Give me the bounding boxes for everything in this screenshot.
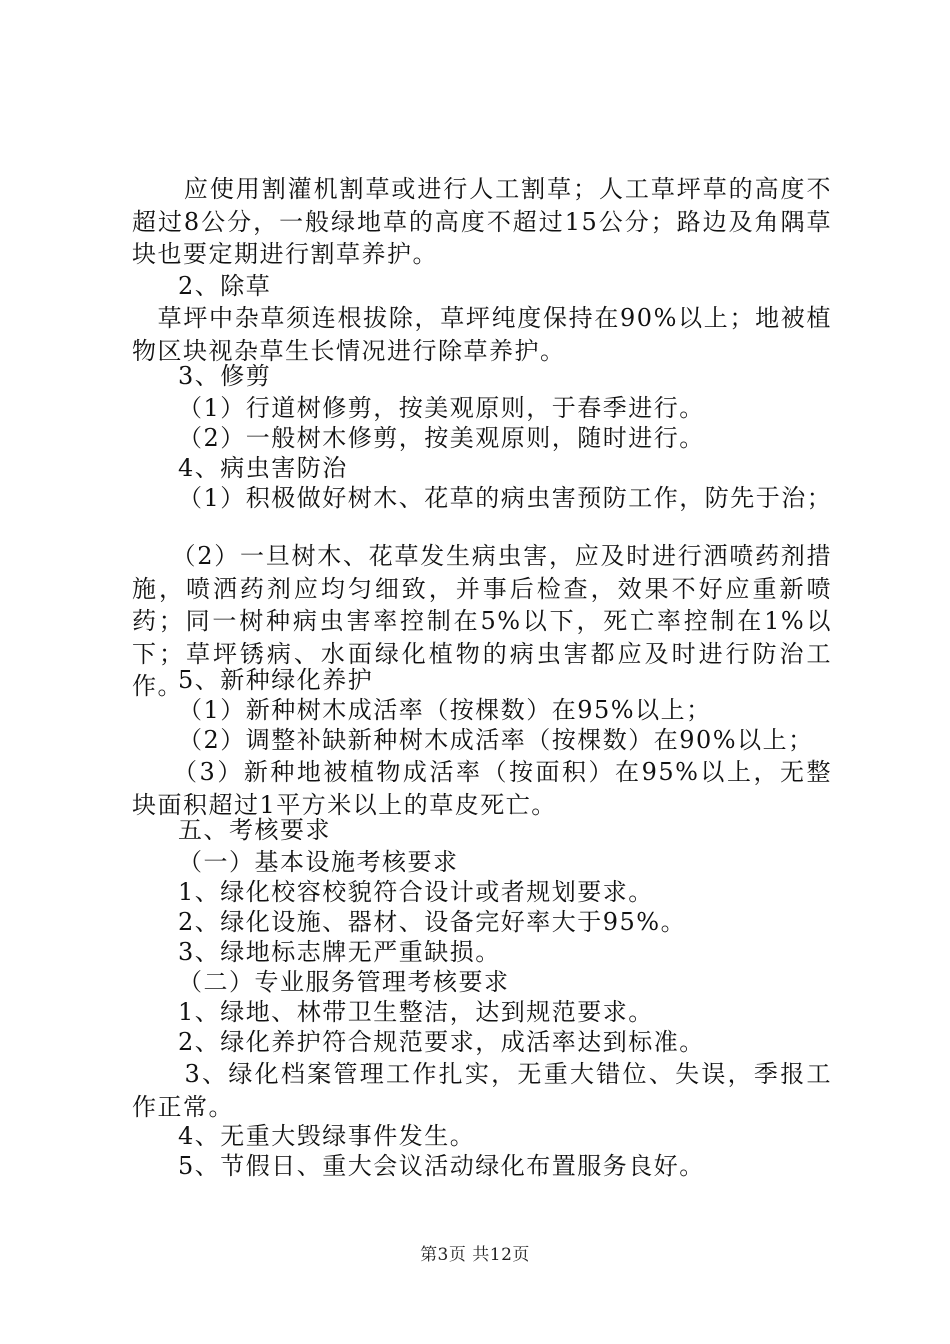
heading-weeding: 2、除草 [178, 272, 272, 300]
page-number-footer: 第3页 共12页 [420, 1245, 530, 1265]
paragraph-pest-2: （2）一旦树木、花草发生病虫害，应及时进行洒喷药剂措施，喷洒药剂应均匀细致，并事后检查，效果不好应重新喷药；同一树种病虫害率控制在5%以下，死亡率控制在1%以下；草坪锈病、水面绿化植物的病虫害都应及时进行防治工作。 [132, 542, 832, 700]
item-pruning-1: （1）行道树修剪，按美观原则，于春季进行。 [178, 394, 705, 422]
item-pruning-2: （2）一般树木修剪，按美观原则，随时进行。 [178, 424, 705, 452]
paragraph-weeding: 草坪中杂草须连根拔除，草坪纯度保持在90%以上；地被植物区块视杂草生长情况进行除草养护。 [132, 304, 832, 365]
paragraph-mowing: 应使用割灌机割草或进行人工割草；人工草坪草的高度不超过8公分，一般绿地草的高度不超过15公分；路边及角隅草块也要定期进行割草养护。 [132, 175, 832, 268]
item-service-2: 2、绿化养护符合规范要求，成活率达到标准。 [178, 1028, 705, 1056]
item-pest-1: （1）积极做好树木、花草的病虫害预防工作，防先于治； [178, 484, 833, 512]
item-facilities-3: 3、绿地标志牌无严重缺损。 [178, 938, 501, 966]
heading-service-management: （二）专业服务管理考核要求 [178, 968, 510, 996]
heading-basic-facilities: （一）基本设施考核要求 [178, 848, 459, 876]
item-service-4: 4、无重大毁绿事件发生。 [178, 1122, 476, 1150]
heading-pest-control: 4、病虫害防治 [178, 454, 348, 482]
item-service-1: 1、绿地、林带卫生整洁，达到规范要求。 [178, 998, 654, 1026]
paragraph-new-planting-3: （3）新种地被植物成活率（按面积）在95%以上，无整块面积超过1平方米以上的草皮死亡。 [132, 758, 832, 819]
item-new-planting-1: （1）新种树木成活率（按棵数）在95%以上； [178, 696, 712, 724]
item-service-5: 5、节假日、重大会议活动绿化布置服务良好。 [178, 1152, 705, 1180]
heading-new-planting: 5、新种绿化养护 [178, 666, 374, 694]
item-new-planting-2: （2）调整补缺新种树木成活率（按棵数）在90%以上； [178, 726, 814, 754]
paragraph-service-3: 3、绿化档案管理工作扎实，无重大错位、失误，季报工作正常。 [132, 1060, 832, 1121]
heading-assessment: 五、考核要求 [178, 816, 331, 844]
item-facilities-2: 2、绿化设施、器材、设备完好率大于95%。 [178, 908, 687, 936]
heading-pruning: 3、修剪 [178, 362, 272, 390]
item-facilities-1: 1、绿化校容校貌符合设计或者规划要求。 [178, 878, 654, 906]
